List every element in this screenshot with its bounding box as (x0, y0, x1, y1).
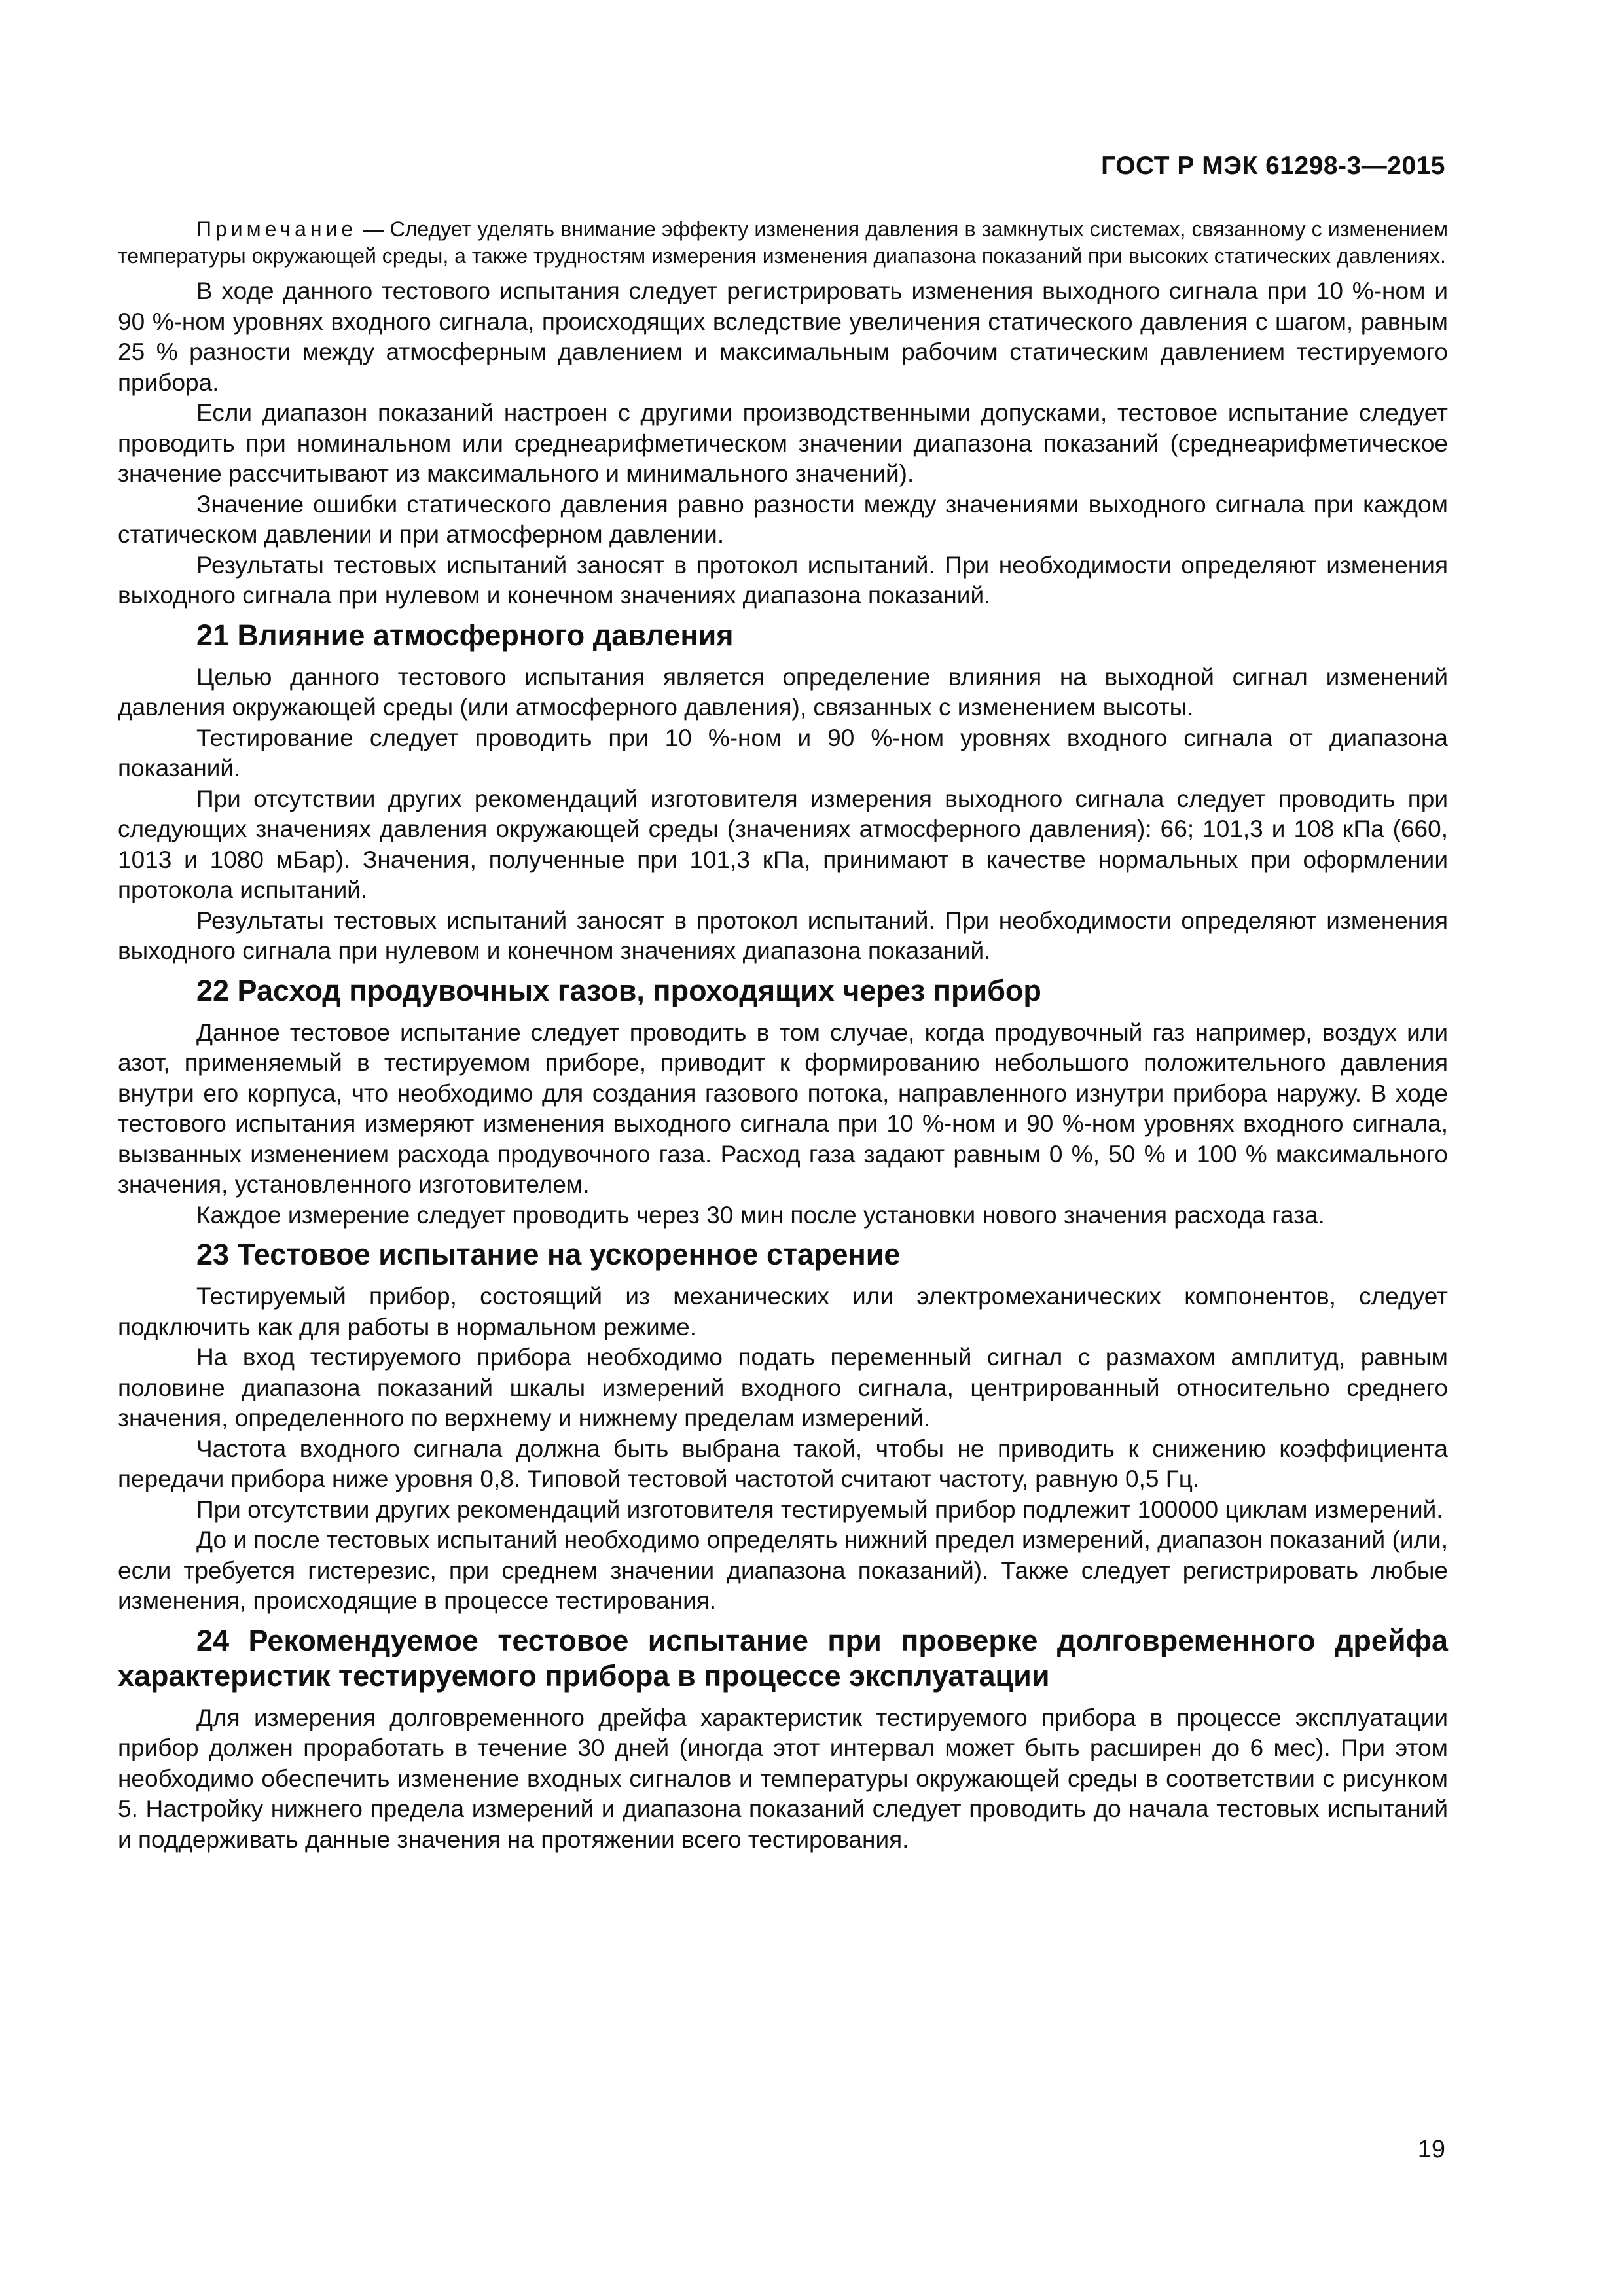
paragraph: Целью данного тестового испытания является определение влияния на выходной сигнал изменений давления окружающей среды (или атмосферного давления), связанных с изменением высоты. (118, 663, 1448, 721)
paragraph: При отсутствии других рекомендаций изготовителя измерения выходного сигнала следует проводить при следующих значениях давления окружающей среды (значениях атмосферного давления): 66; 101,3 и 108 кПа (660, 1013 и 1080 мБар). Значения, полученные при 101,3 кПа, принимают в качестве нормальных при оформлении протокола испытаний. (118, 785, 1448, 903)
paragraph: До и после тестовых испытаний необходимо определять нижний предел измерений, диапазон показаний (или, если требуется гистерезис, при среднем значении диапазона показаний). Также следует регистрировать любые изменения, происходящие в процессе тестирования. (118, 1526, 1448, 1614)
paragraph: Для измерения долговременного дрейфа характеристик тестируемого прибора в процессе эксплуатации прибор должен проработать в течение 30 дней (иногда этот интервал может быть расширен до 6 мес). При этом необходимо обеспечить изменение входных сигналов и температуры окружающей среды в соответствии с рисунком 5. Настройку нижнего предела измерений и диапазона показаний следует проводить до начала тестовых испытаний и поддерживать данные значения на протяжении всего тестирования. (118, 1704, 1448, 1853)
paragraph: Результаты тестовых испытаний заносят в протокол испытаний. При необходимости определяют изменения выходного сигнала при нулевом и конечном значениях диапазона показаний. (118, 906, 1448, 964)
paragraph: Частота входного сигнала должна быть выбрана такой, чтобы не приводить к снижению коэффициента передачи прибора ниже уровня 0,8. Типовой тестовой частотой считают частоту, равную 0,5 Гц. (118, 1435, 1448, 1492)
page-number: 19 (1417, 2136, 1445, 2163)
section-heading-23: 23 Тестовое испытание на ускоренное старение (196, 1238, 901, 1271)
paragraph: При отсутствии других рекомендаций изготовителя тестируемый прибор подлежит 100000 циклам измерений. (196, 1496, 1443, 1523)
document-body (118, 216, 1448, 1855)
paragraph: На вход тестируемого прибора необходимо подать переменный сигнал с размахом амплитуд, равным половине диапазона показаний шкалы измерений входного сигнала, центрированный относительно среднего значения, определенного по верхнему и нижнему пределам измерений. (118, 1344, 1448, 1431)
note-text: — Следует уделять внимание эффекту изменения давления в замкнутых системах, связанному с изменением температуры окружающей среды, а также трудностям измерения изменения диапазона показаний при высоких статических давлениях. (118, 217, 1448, 268)
paragraph: Тестирование следует проводить при 10 %-ном и 90 %-ном уровнях входного сигнала от диапазона показаний. (118, 724, 1448, 781)
section-heading-24: 24 Рекомендуемое тестовое испытание при проверке долговременного дрейфа характеристик тестируемого прибора в процессе эксплуатации (118, 1623, 1448, 1693)
paragraph: Значение ошибки статического давления равно разности между значениями выходного сигнала при каждом статическом давлении и при атмосферном давлении. (118, 490, 1448, 548)
paragraph: Каждое измерение следует проводить через 30 мин после установки нового значения расхода газа. (196, 1201, 1325, 1229)
paragraph: В ходе данного тестового испытания следует регистрировать изменения выходного сигнала при 10 %-ном и 90 %-ном уровнях входного сигнала, происходящих вследствие увеличения статического давления с шагом, равным 25 % разности между атмосферным давлением и максимальным рабочим статическим давлением тестируемого прибора. (118, 278, 1448, 396)
paragraph: Тестируемый прибор, состоящий из механических или электромеханических компонентов, следует подключить как для работы в нормальном режиме. (118, 1283, 1448, 1340)
note-label: Примечание (196, 217, 357, 241)
section-heading-21: 21 Влияние атмосферного давления (196, 618, 734, 652)
paragraph: Данное тестовое испытание следует проводить в том случае, когда продувочный газ например, воздух или азот, применяемый в тестируемом приборе, приводит к формированию небольшого положительного давления внутри его корпуса, что необходимо для создания газового потока, направленного изнутри прибора наружу. В ходе тестового испытания измеряют изменения выходного сигнала при 10 %-ном и 90 %-ном уровнях входного сигнала, вызванных изменением расхода продувочного газа. Расход газа задают равным 0 %, 50 % и 100 % максимального значения, установленного изготовителем. (118, 1018, 1448, 1198)
section-heading-22: 22 Расход продувочных газов, проходящих через прибор (196, 973, 1041, 1007)
document-header: ГОСТ Р МЭК 61298-3—2015 (1101, 152, 1445, 180)
note (118, 216, 1448, 270)
paragraph: Результаты тестовых испытаний заносят в протокол испытаний. При необходимости определяют изменения выходного сигнала при нулевом и конечном значениях диапазона показаний. (118, 551, 1448, 609)
paragraph: Если диапазон показаний настроен с другими производственными допусками, тестовое испытание следует проводить при номинальном или среднеарифметическом значении диапазона показаний (среднеарифметическое значение рассчитывают из максимального и минимального значений). (118, 399, 1448, 487)
